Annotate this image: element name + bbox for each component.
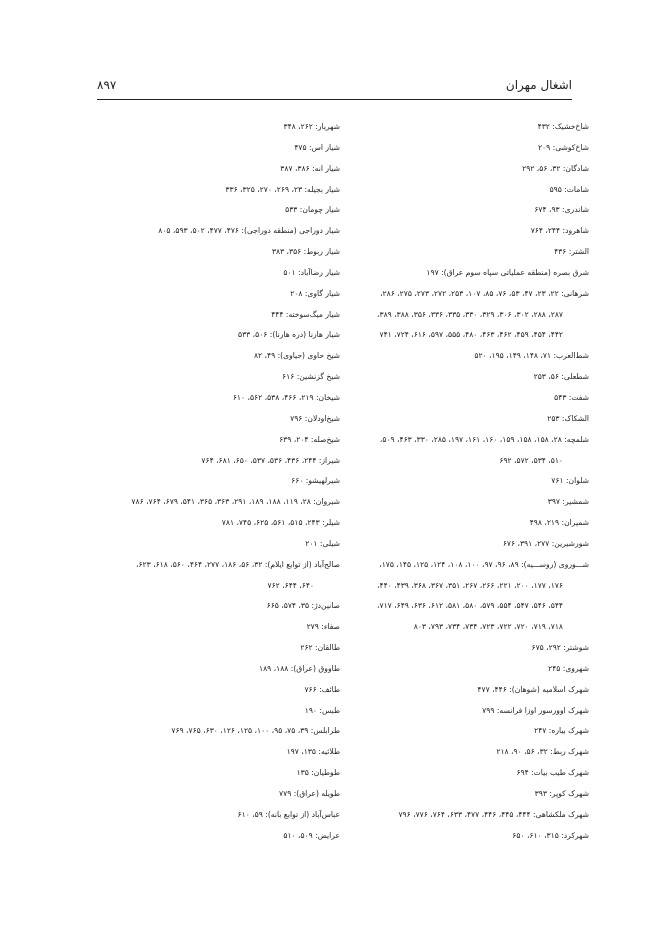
index-entry [100,226,340,237]
index-entry [100,664,340,675]
index-entry [100,539,340,550]
index-entry [344,560,589,633]
index-entry-text: شامات: ۵۹۵ [549,184,589,194]
index-entry [100,810,340,821]
index-entry [100,289,340,300]
index-entry [100,456,340,467]
index-entry [344,143,589,154]
index-entry-text: طلائیه: ۱۳۵، ۱۹۷ [286,747,340,757]
index-entry-continuation: ۱۷۶، ۱۷۷، ۲۰۰، ۲۲۱، ۲۶۶، ۲۶۷، ۳۵۱، ۳۶۷، ۳۶۸، ۴۳۹، ۴۴۰، [377,580,563,590]
index-entry [344,435,589,467]
index-entry-text: صالح‌آباد (از توابع ایلام): ۳۲، ۵۶، ۱۸۶، ۲۷۷، ۴۶۴، ۵۶۰، ۶۱۸، ۶۲۳، [136,559,340,569]
index-entry-text: شیار انه: ۳۸۶، ۳۸۷ [280,163,340,173]
page-number: ۸۹۷ [97,78,117,92]
index-entry-continuation: ۲۸۷، ۲۸۸، ۳۰۲، ۳۰۶، ۳۲۹، ۳۳۰، ۳۳۵، ۳۳۶، ۳۵۶، ۳۸۸، ۳۸۹، [377,309,563,319]
index-entry [344,643,589,654]
index-entry-text: شهرک اوورسور اوزا فرانسه: ۷۹۹ [482,705,589,715]
index-entry [100,497,340,508]
index-entry-text: شیار ربوط: ۳۵۶، ۳۸۳ [271,247,340,257]
index-entry-text: عباس‌آباد (از توابع بانه): ۵۹، ۶۱۰ [237,809,340,819]
index-entry [100,685,340,696]
index-entry [100,726,340,737]
running-title: اشغال مهران [505,78,572,92]
index-entry [100,706,340,717]
index-entry [344,268,589,279]
index-entry-text: طرابلس: ۳۹، ۷۵، ۹۵، ۱۰۰، ۱۲۵، ۱۲۶، ۶۳۰، ۷۶۵، ۷۶۹ [171,726,340,736]
index-entry-text: طوطیان: ۱۳۵ [296,768,340,778]
index-entry [100,768,340,779]
index-entry [344,372,589,383]
index-entry-text: طاووق (عراق): ۱۸۸، ۱۸۹ [259,663,340,673]
index-entry-text: شاهرود: ۲۴۴، ۷۶۴ [530,226,589,236]
index-entry-text: شورشیرین: ۲۷۷، ۳۹۱، ۶۷۶ [502,538,589,548]
index-entry [344,414,589,425]
index-entry-text: شرق بصره (منطقه عملیاتی سپاه سوم عراق): ۱۹۷ [426,267,589,277]
index-entry-text: الشتر: ۴۳۶ [554,247,589,257]
index-entry-text: شیار میگ‌سوخته: ۴۴۴ [271,309,340,319]
index-entry [344,539,589,550]
index-entry [100,268,340,279]
index-entry [100,185,340,196]
index-entry-text: شطعلی: ۵۶، ۲۵۳ [533,372,589,382]
index-entry-text: شوشتر: ۲۹۲، ۶۷۵ [531,643,589,653]
index-entry [100,622,340,633]
index-entry-text: شیخ حاوی (حیاوی): ۴۹، ۸۲ [253,351,340,361]
index-entry [100,518,340,529]
index-entry [344,706,589,717]
index-entry [100,476,340,487]
index-entry [344,351,589,362]
index-entry-text: شهرک بیاره: ۲۴۷ [534,726,589,736]
index-entry-text: شادگان: ۳۲، ۵۶، ۲۹۲ [522,163,589,173]
index-entry-text: شیار بجیله: ۲۳، ۲۶۹، ۲۷۰، ۳۲۵، ۳۳۶ [225,184,340,194]
index-entry [344,789,589,800]
index-entry [344,726,589,737]
index-entry-text: شهروی: ۲۴۵ [548,663,589,673]
index-entry-text: شهرک طیب بیات: ۶۹۴ [516,768,589,778]
index-entry [100,435,340,446]
index-entry [100,143,340,154]
index-entry-text: شیار هارنا (دره هارنا): ۵۰۶، ۵۳۳ [237,330,340,340]
index-entry-text: شـــوروی (روســـیه): ۸۹، ۹۶، ۹۷، ۱۰۰، ۱۰۸، ۱۲۴، ۱۲۵، ۱۴۵، ۱۷۵، [379,559,589,569]
index-entry-text: شهرک اسلامیه (شوهان): ۴۴۶، ۴۷۷ [477,684,589,694]
index-entry-text: عرایض: ۵۰۹، ۵۱۰ [283,830,340,840]
index-entry [344,518,589,529]
index-column-right [344,122,589,852]
index-entry-text: شفت: ۵۴۳ [554,392,589,402]
index-entry-text: الشکاک: ۲۵۳ [547,413,589,423]
index-entry [344,497,589,508]
index-entry [100,393,340,404]
index-entry-text: شیار چومان: ۵۳۳ [285,205,340,215]
index-entry [344,289,589,342]
index-entry-text: صانین‌دژ: ۳۵، ۵۷۴، ۶۶۵ [266,601,340,611]
index-entry [344,226,589,237]
index-entry [100,789,340,800]
index-entry-text: شیار دوراجی (منطقه دوراجی): ۴۷۶، ۴۷۷، ۵۰۲، ۵۹۳، ۸۰۵ [158,226,340,236]
index-entry-continuation: ۵۴۴، ۵۴۶، ۵۴۷، ۵۵۴، ۵۷۹، ۵۸۰، ۵۸۱، ۶۱۲، ۶۳۶، ۶۴۹، ۷۱۷، [377,601,563,611]
index-entry [100,164,340,175]
index-entry-text: شیلی: ۲۰۱ [305,538,340,548]
index-entry-continuation: ۶۴۰، ۶۴۴، ۷۶۲ [267,580,314,590]
index-entry-text: شهریار: ۲۶۲، ۳۴۸ [283,122,340,131]
index-entry-text: شلوان: ۷۶۱ [551,476,589,486]
index-entry-text: شرهانی: ۲۲، ۲۳، ۴۷، ۵۳، ۷۶، ۸۵، ۱۰۷، ۲۵۳، ۲۷۲، ۲۷۳، ۲۷۵، ۲۸۶، [380,288,589,298]
index-entry-text: شلمچه: ۲۸، ۱۵۸، ۱۵۸، ۱۵۹، ۱۶۰، ۱۶۱، ۱۹۷، ۲۸۵، ۳۳۰، ۴۶۳، ۵۰۹، [379,434,589,444]
index-entry-text: شیخان: ۲۱۹، ۴۶۶، ۵۳۸، ۵۶۲، ۶۱۰ [232,392,340,402]
index-entry [100,372,340,383]
index-entry-text: شیار اس: ۴۷۵ [294,142,340,152]
index-entry [344,664,589,675]
index-entry-text: شهرکرد: ۳۱۵، ۶۱۰، ۶۵۰ [512,830,589,840]
index-entry [100,414,340,425]
index-entry-continuation: ۵۱۰، ۵۳۴، ۵۷۲، ۶۹۲ [499,455,563,465]
index-entry-text: طویله (عراق): ۷۷۹ [279,789,340,798]
index-entry [100,205,340,216]
index-entry-text: طائف: ۷۶۶ [304,684,340,694]
index-entry [344,247,589,258]
index-entry-text: شهرک ربط: ۳۲، ۵۶، ۹۰، ۲۱۸ [496,747,589,757]
index-entry [100,351,340,362]
index-entry-text: شیار رضاآباد: ۵۰۱ [283,267,340,277]
index-entry-text: شیخ‌اودلان: ۷۹۶ [290,413,340,423]
index-entry-text: شیراز: ۲۴۴، ۴۳۶، ۵۳۶، ۵۳۷، ۶۵۰، ۶۸۱، ۷۶۴ [201,455,340,465]
page-header [97,78,572,100]
index-entry [100,122,340,133]
index-entry-text: شیار گاوی: ۲۰۸ [290,288,340,298]
index-entry [100,747,340,758]
index-entry [344,810,589,821]
index-entry-text: شاخ‌خشیک: ۴۳۲ [537,122,589,131]
index-entry-continuation: ۷۱۸، ۷۱۹، ۷۲۰، ۷۲۲، ۷۲۳، ۷۳۴، ۷۳۴، ۷۹۳، ۸۰۳ [413,622,563,632]
index-entry [344,185,589,196]
index-entry-text: صفاء: ۲۷۹ [306,622,340,632]
index-entry-text: شاخ‌کوشی: ۲۰۹ [537,142,589,152]
index-entry [100,831,340,842]
index-entry-text: طبس: ۱۹۰ [304,705,340,715]
index-entry-text: شهرک کوپر: ۳۹۳ [534,789,589,798]
index-entry-text: شیرلهیشو: ۶۶۰ [291,476,340,486]
index-entry [100,643,340,654]
index-entry [344,393,589,404]
index-entry [100,601,340,612]
index-entry-text: شاندری: ۹۳، ۶۷۴ [534,205,589,215]
index-entry [344,747,589,758]
index-entry-text: شیلر: ۲۴۳، ۵۱۵، ۵۶۱، ۶۲۵، ۷۴۵، ۷۸۱ [221,518,340,528]
index-entry-text: شیخ‌صله: ۲۰۴، ۶۳۹ [279,434,340,444]
index-entry-text: طالقان: ۲۶۲ [300,643,340,653]
index-entry [344,164,589,175]
index-entry [344,831,589,842]
index-entry-text: شمشیر: ۳۹۷ [547,497,589,507]
index-entry [100,330,340,341]
index-entry [344,768,589,779]
index-entry [344,685,589,696]
index-entry-text: شیخ گزنشین: ۶۱۶ [282,372,340,382]
index-entry-continuation: ۴۴۲، ۴۵۴، ۴۵۹، ۴۶۲، ۴۶۳، ۴۸۰، ۵۵۵، ۵۹۷، ۶۱۶، ۷۲۴، ۷۴۱ [379,330,563,340]
index-entry-text: شیروان: ۲۸، ۱۱۹، ۱۸۸، ۱۸۹، ۲۹۱، ۳۶۳، ۳۶۵، ۵۴۱، ۶۷۹، ۷۶۴، ۷۸۶ [131,497,340,507]
index-entry [344,122,589,133]
index-column-left [100,122,340,852]
index-entry-text: شمیران: ۲۱۹، ۴۹۸ [529,518,589,528]
index-entry [344,205,589,216]
index-entry-text: شط‌العرب: ۷۱، ۱۴۸، ۱۴۹، ۱۹۵، ۵۲۰ [474,351,589,361]
index-entry [100,560,340,592]
index-entry [344,476,589,487]
header-rule [97,99,572,100]
index-entry [100,310,340,321]
index-entry-text: شهرک ملکشاهی: ۴۴۴، ۴۴۵، ۴۴۶، ۴۷۷، ۶۳۳، ۷۶۴، ۷۷۶، ۷۹۶ [398,809,589,819]
index-entry [100,247,340,258]
